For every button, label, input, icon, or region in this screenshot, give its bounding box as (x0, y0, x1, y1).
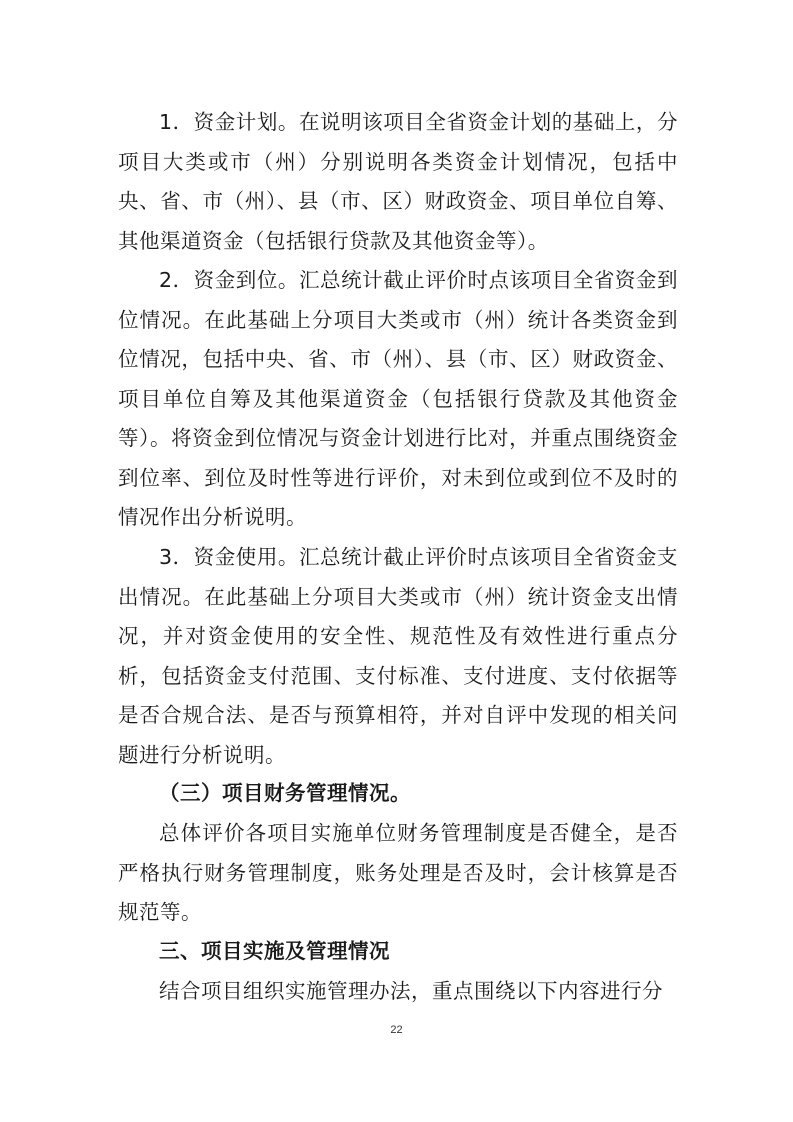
paragraph-financial-management: 总体评价各项目实施单位财务管理制度是否健全，是否严格执行财务管理制度，账务处理是否及时，会计核算是否规范等。 (118, 821, 678, 924)
section-heading-implementation: 三、项目实施及管理情况 (159, 939, 390, 963)
paragraph-implementation: 结合项目组织实施管理办法，重点围绕以下内容进行分 (159, 979, 663, 1003)
paragraph-fund-usage: 3．资金使用。汇总统计截止评价时点该项目全省资金支出情况。在此基础上分项目大类或市（州）统计资金支出情况，并对资金使用的安全性、规范性及有效性进行重点分析，包括资金支付范围、支付标准、支付进度、支付依据等是否合规合法、是否与预算相符，并对自评中发现的相关问题进行分析说明。 (118, 545, 678, 767)
section-heading-financial-management: （三）项目财务管理情况。 (159, 781, 411, 805)
page-number: 22 (390, 1024, 403, 1036)
paragraph-fund-plan: 1．资金计划。在说明该项目全省资金计划的基础上，分项目大类或市（州）分别说明各类资金计划情况，包括中央、省、市（州）、县（市、区）财政资金、项目单位自筹、其他渠道资金（包括银行贷款及其他资金等）。 (118, 110, 678, 253)
paragraph-fund-arrival: 2．资金到位。汇总统计截止评价时点该项目全省资金到位情况。在此基础上分项目大类或市（州）统计各类资金到位情况，包括中央、省、市（州）、县（市、区）财政资金、项目单位自筹及其他渠道资金（包括银行贷款及其他资金等）。将资金到位情况与资金计划进行比对，并重点围绕资金到位率、到位及时性等进行评价，对未到位或到位不及时的情况作出分析说明。 (118, 268, 678, 529)
